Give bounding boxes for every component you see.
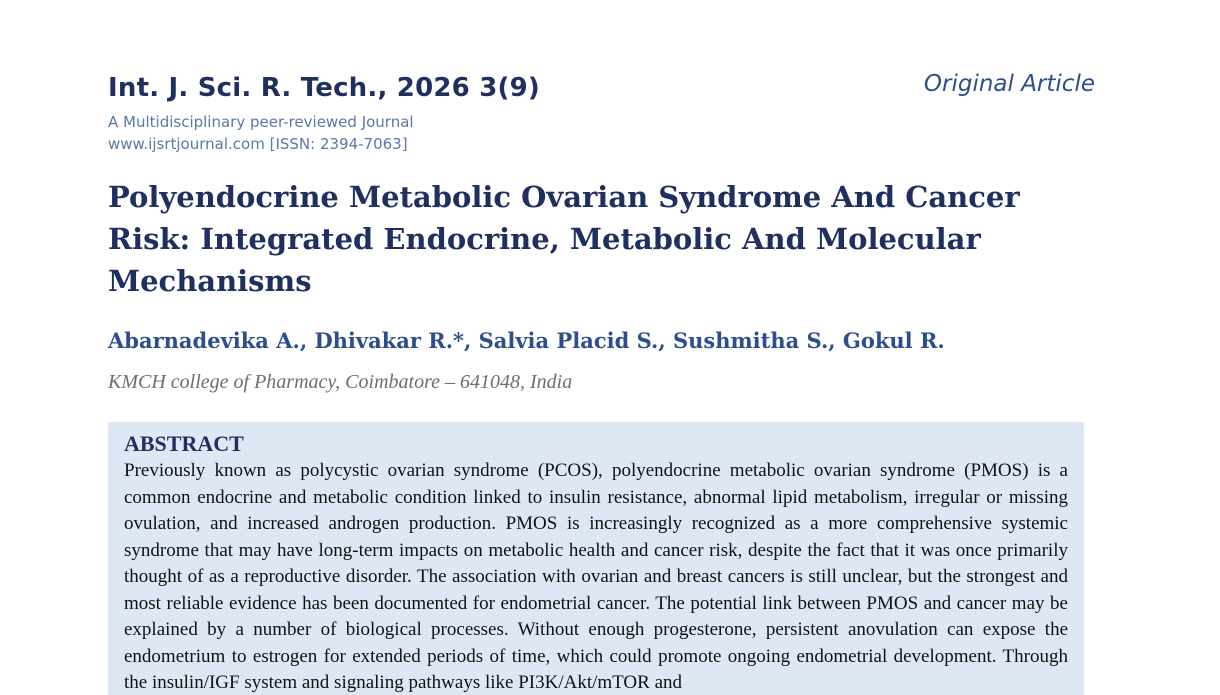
author-list: Abarnadevika A., Dhivakar R.*, Salvia Placid S., Sushmitha S., Gokul R. [108,328,945,353]
paper-title: Polyendocrine Metabolic Ovarian Syndrome And Cancer Risk: Integrated Endocrine, Metabolic And Molecular Mechanisms [108,180,1020,298]
journal-description: A Multidisciplinary peer-reviewed Journal [108,113,414,131]
article-type-label: Original Article [923,71,1095,97]
abstract-heading: ABSTRACT [124,431,244,456]
journal-website: www.ijsrtjournal.com [ISSN: 2394-7063] [108,135,408,153]
author-affiliation: KMCH college of Pharmacy, Coimbatore – 641048, India [108,371,573,393]
abstract-text: Previously known as polycystic ovarian syndrome (PCOS), polyendocrine metabolic ovarian syndrome (PMOS) is a common endocrine and metabolic condition linked to insulin resistance, abnormal lipid metabolism, irregular or missing ovulation, and increased androgen production. PMOS is increasingly recognized as a more comprehensive systemic syndrome that may have long-term impacts on metabolic health and cancer risk, despite the fact that it was once primarily thought of as a reproductive disorder. The association with ovarian and breast cancers is still unclear, but the strongest and most reliable evidence has been documented for endometrial cancer. The potential link between PMOS and cancer may be explained by a number of biological processes. Without enough progesterone, persistent anovulation can expose the endometrium to estrogen for extended periods of time, which could promote ongoing endometrial development. Through the insulin/IGF system and signaling pathways like PI3K/Akt/mTOR and [124,460,1068,693]
journal-title: Int. J. Sci. R. Tech., 2026 3(9) [108,73,540,103]
abstract-section [108,422,1084,695]
